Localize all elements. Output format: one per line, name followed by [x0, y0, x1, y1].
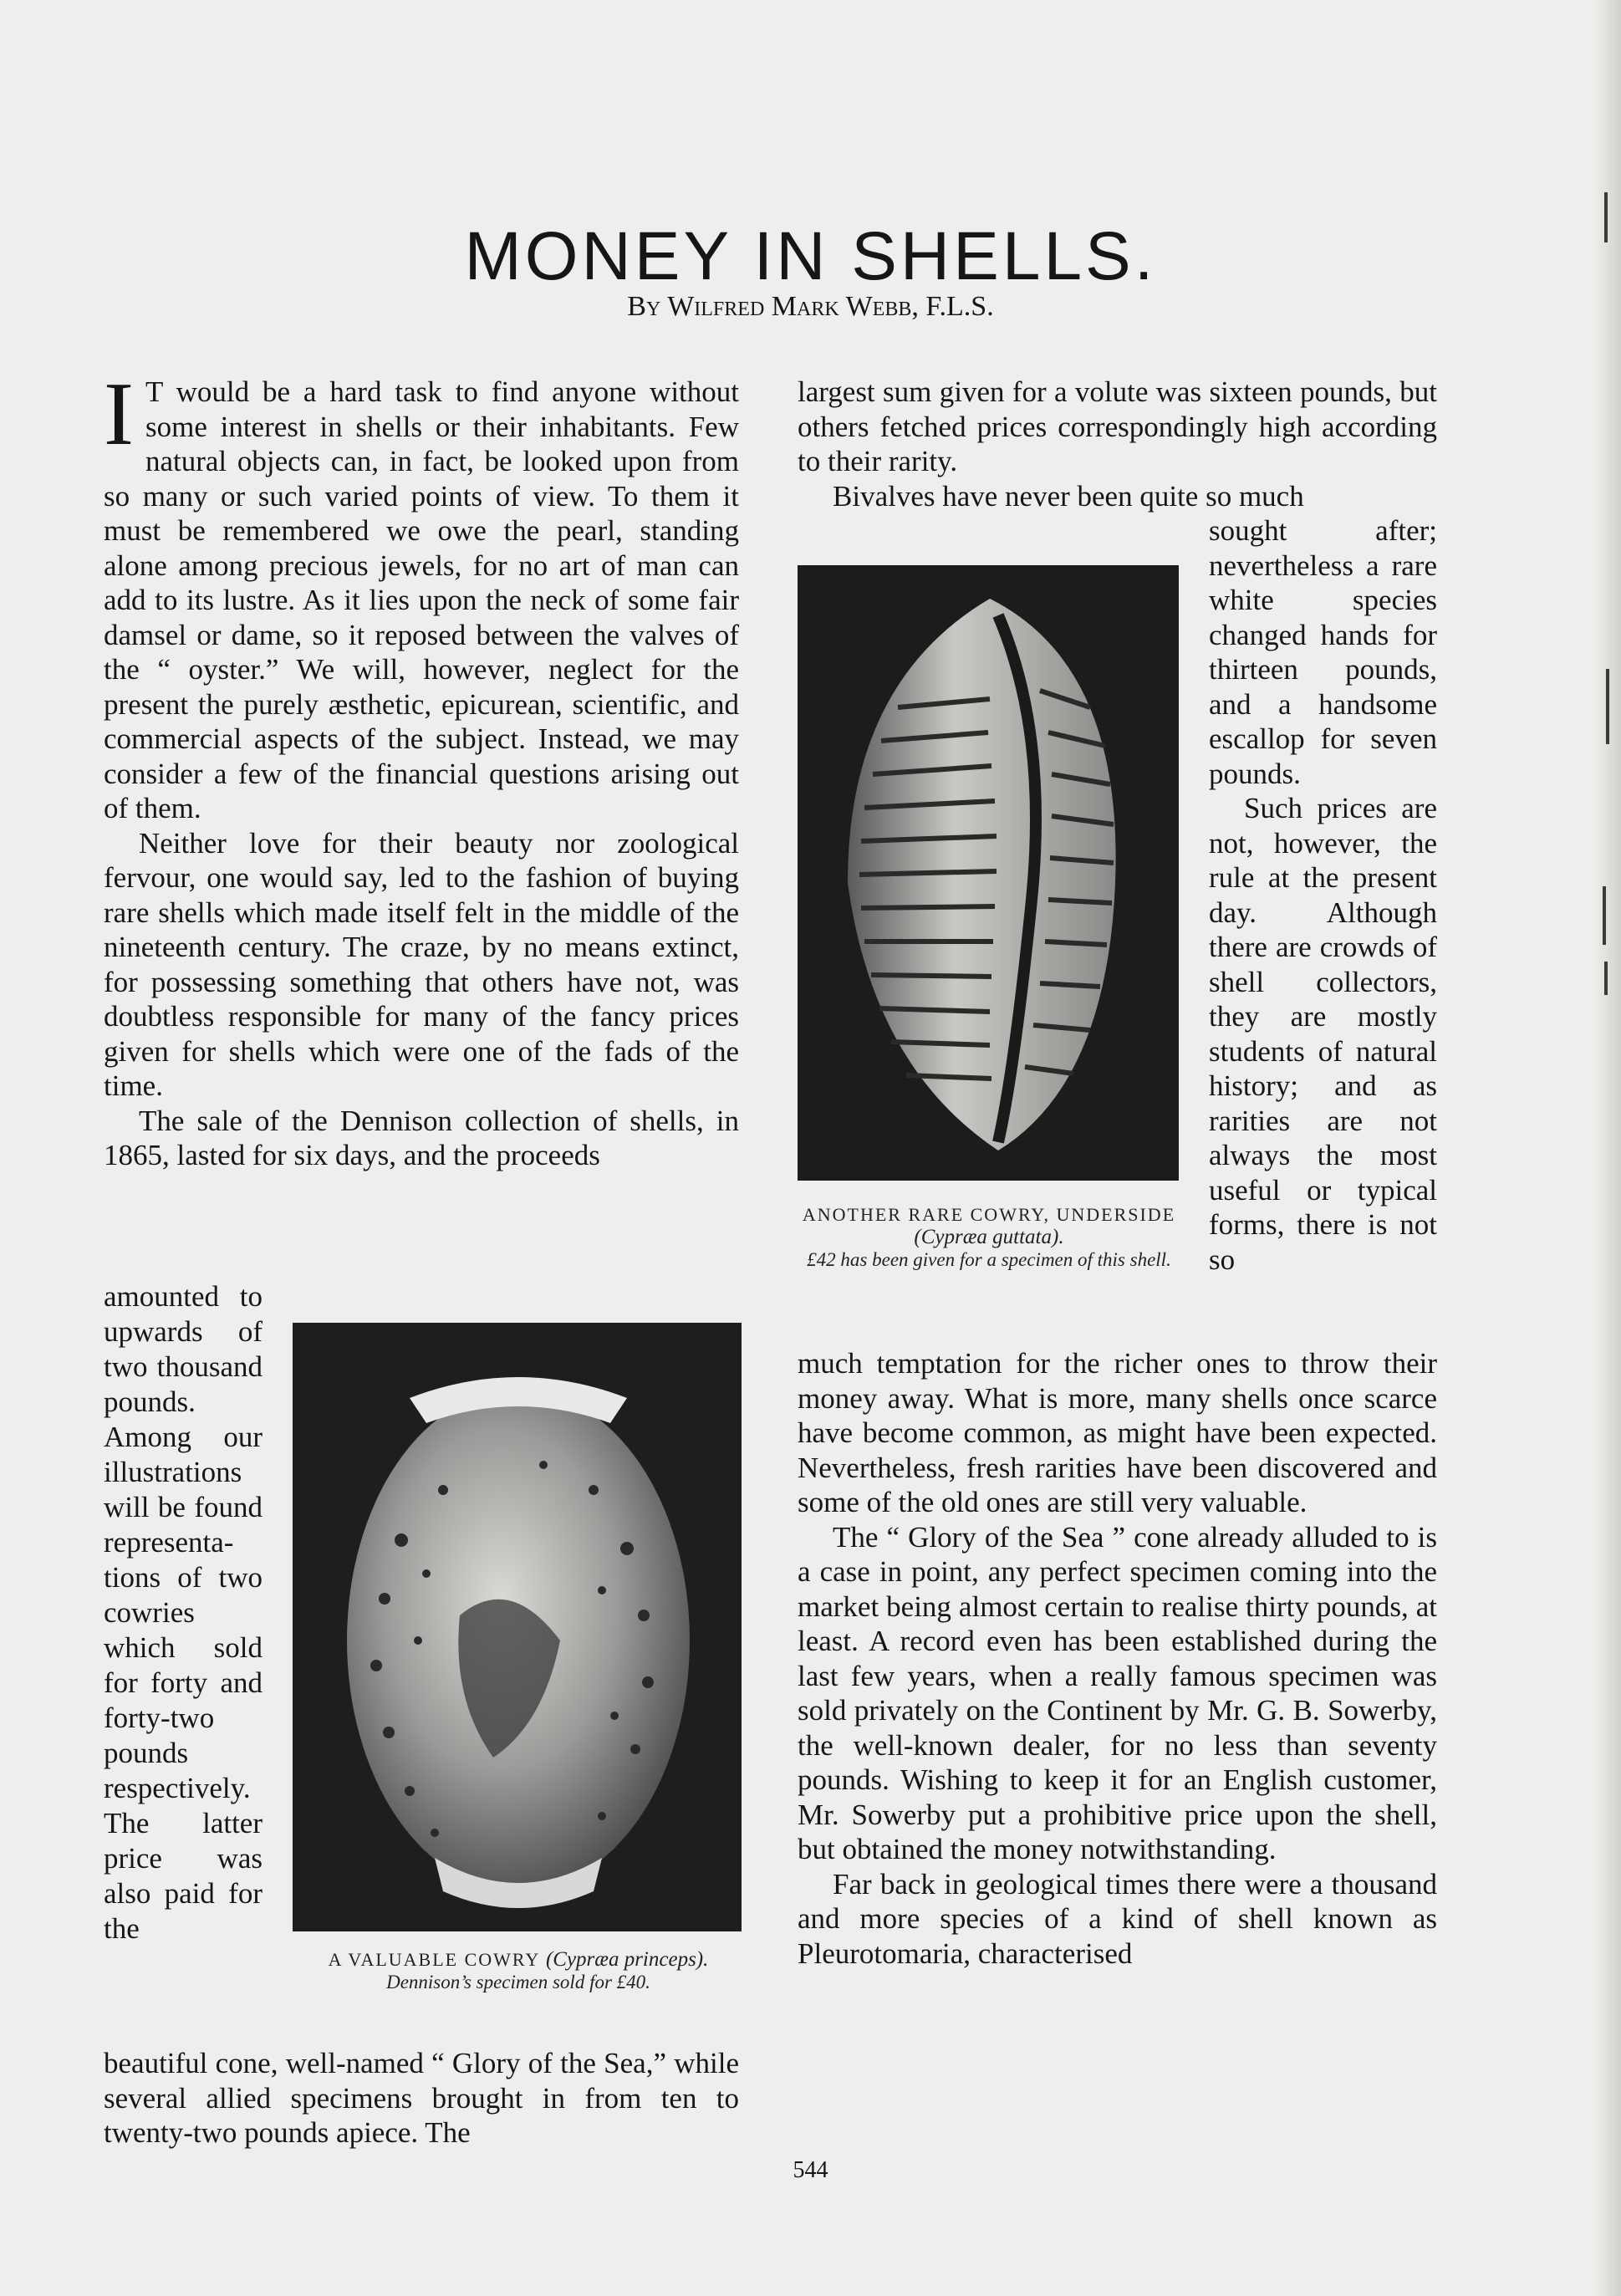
paragraph-text: The “ Glory of the Sea ” cone already alluded to is a case in point, any perfect specimen coming into the market being almost certain to realise thirty pounds, at least. A record even has been established during the last few years, when a really famous specimen was sold privately on the Continent by Mr. G. B. Sowerby, the well-known dealer, for no less than seventy pounds. Wishing to keep it for an English customer, Mr. Sowerby put a prohibitive price upon the shell, but obtained the money notwithstanding. [798, 1520, 1437, 1865]
page-number: 544 [793, 2157, 828, 2183]
left-column-bottom [104, 2046, 739, 2151]
caption-note: Dennison’s specimen sold for £40. [386, 1972, 650, 1992]
article-byline: By Wilfred Mark Webb, F.L.S. [627, 291, 994, 322]
cowry-guttata-photo [798, 565, 1179, 1181]
edge-mark [1603, 886, 1606, 945]
paragraph-text: Far back in geological times there were a thousand and more species of a kind of shell known as Pleurotomaria, characterised [798, 1867, 1437, 1970]
paragraph-text: amounted to upwards of two thousand pounds. Among our illustrations will be found representations of two cowries which sold for forty and forty-two pounds respectively. The latter price was also paid for the [104, 1280, 263, 1945]
cowry-guttata-illustration [798, 565, 1179, 1181]
caption-title [793, 1204, 1185, 1249]
paragraph-text: Bivalves have never been quite so much [833, 479, 1304, 513]
left-column-top [104, 365, 739, 1173]
figure-caption-princeps [276, 1948, 761, 1993]
drop-cap: I [104, 365, 134, 464]
paragraph: Neither love for their beauty nor zoological fervour, one would say, led to the fashion of buying rare shells which made itself felt in the middle of the nineteenth century. The craze, by no means extinct, for possessing something that others have not, was doubtless responsible for many of the fancy prices given for shells which were one of the fads of the time. [104, 826, 739, 1102]
caption-note: £42 has been given for a specimen of this shell. [807, 1249, 1171, 1270]
caption-title [276, 1948, 761, 1972]
cowry-princeps-illustration [293, 1323, 742, 1931]
paragraph-text: T would be a hard task to find anyone without some interest in shells or their inhabitants. Few natural objects can, in fact, be looked upon from so many or such varied points of view. To them it must be remembered we owe the pearl, standing alone among precious jewels, for no art of man can add to its lustre. As it lies upon the neck of some fair damsel or dame, so it reposed between the valves of the “ oyster.” We will, however, neglect for the present the purely æsthetic, epicurean, scientific, and commercial aspects of the subject. Instead, we may consider a few of the financial questions arising out of them. [104, 375, 739, 824]
article-title: MONEY IN SHELLS. [464, 217, 1157, 294]
paragraph-text: largest sum given for a volute was sixteen pounds, but others fetched prices correspondingly high according to their rarity. [798, 375, 1437, 477]
edge-mark [1606, 669, 1609, 744]
paragraph-text: beautiful cone, well-named “ Glory of the Sea,” while several allied specimens brought in from ten to twenty-two pounds apiece. The [104, 2047, 739, 2149]
caption-species: (Cypræa guttata). [914, 1226, 1064, 1248]
paragraph-text: much temptation for the richer ones to throw their money away. What is more, many shells once scarce have become common, as might have been expected. Nevertheless, fresh rarities have been discovered and some of the old ones are still very valuable. [798, 1347, 1437, 1518]
edge-mark [1604, 962, 1608, 995]
paragraph-text: sought after; nevertheless a rare white species changed hands for thirteen pounds, and a handsome escallop for seven pounds. [1209, 514, 1437, 790]
right-column-bottom [798, 1346, 1437, 1971]
cowry-princeps-photo [293, 1323, 742, 1931]
paragraph-text: Such prices are not, however, the rule at the present day. Although there are crowds of shell collectors, they are mostly students of natural history; and as rarities are not always the most useful or typical forms, there is not so [1209, 792, 1437, 1276]
paragraph: The sale of the Dennison collection of shells, in 1865, lasted for six days, and the proceeds [104, 1104, 739, 1171]
figure-caption-guttata [793, 1204, 1185, 1271]
paragraph [104, 365, 739, 826]
page-edge [1593, 0, 1621, 2296]
left-column-narrow [104, 1279, 263, 1946]
caption-species: (Cypræa princeps). [545, 1948, 709, 1971]
right-column-top [798, 375, 1437, 513]
caption-label: ANOTHER RARE COWRY, UNDERSIDE [802, 1204, 1176, 1225]
caption-label: A VALUABLE COWRY [328, 1949, 540, 1970]
right-column-narrow [1209, 513, 1437, 1277]
